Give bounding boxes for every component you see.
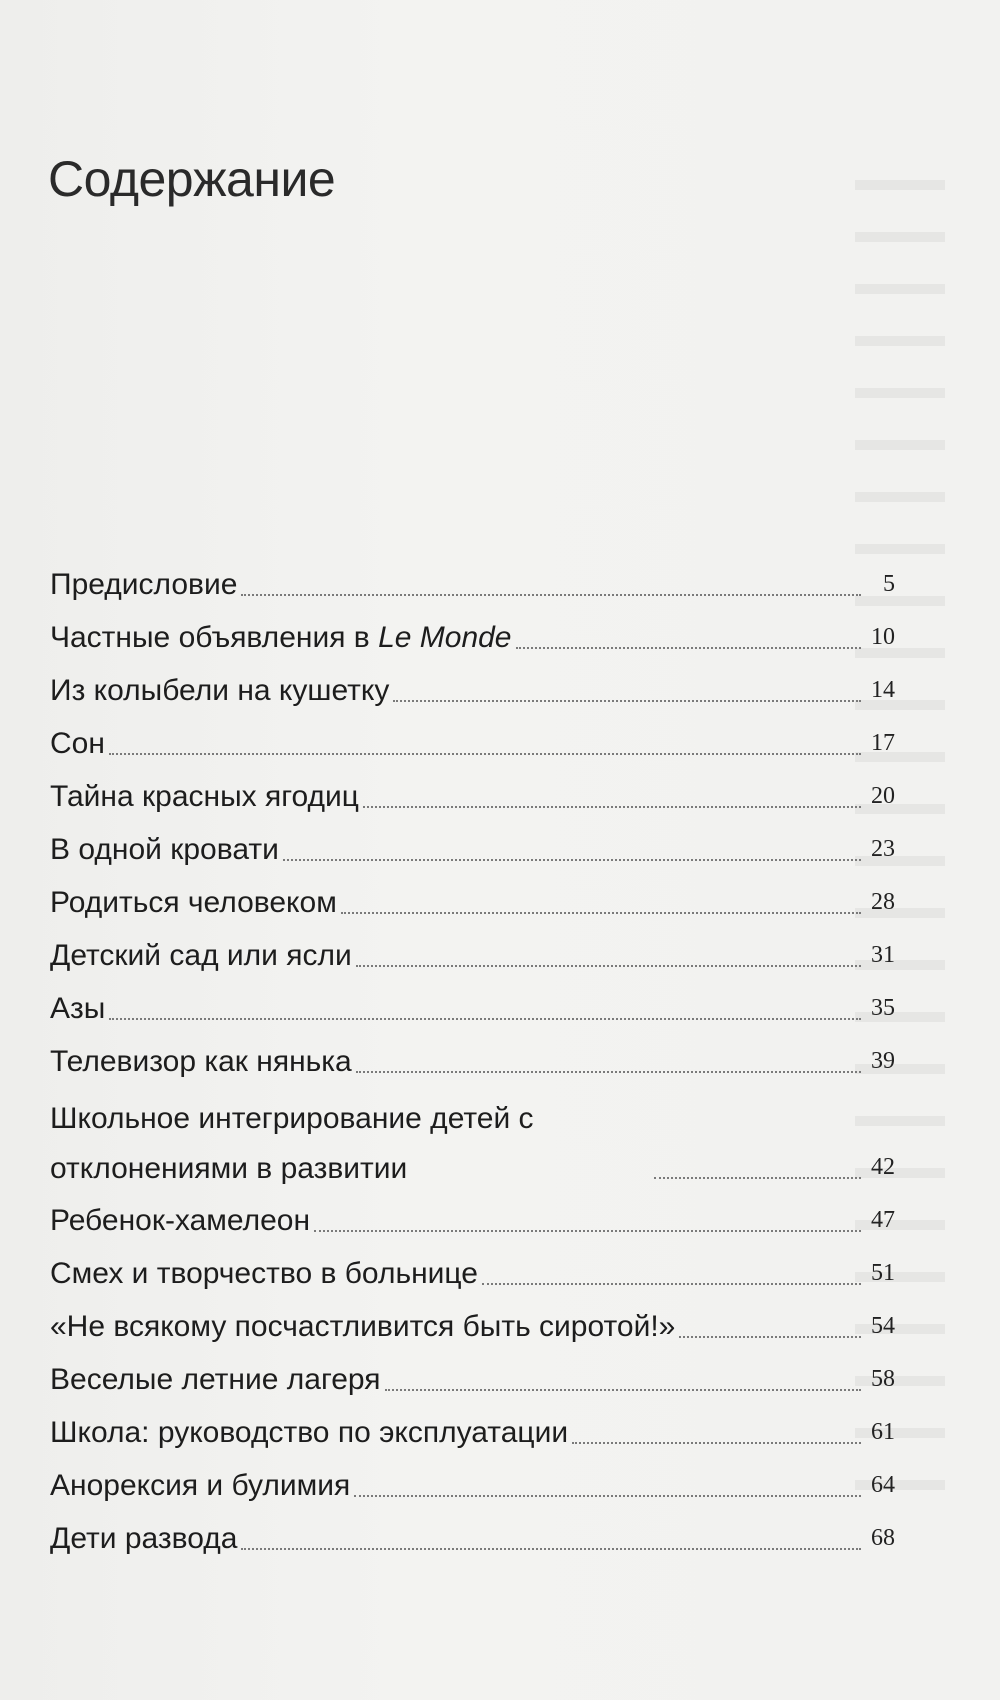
toc-entry-page: 64	[871, 1472, 895, 1498]
toc-entry	[50, 558, 895, 611]
toc-entry	[50, 982, 895, 1035]
toc-entry-title: Дети развода	[50, 1522, 238, 1555]
toc-entry-title: Ребенок-хамелеон	[50, 1204, 311, 1237]
toc-leader-dots	[363, 805, 861, 808]
toc-entry-title: Анорексия и булимия	[50, 1469, 351, 1502]
toc-entry-title-italic: Le Monde	[378, 621, 512, 654]
toc-entry-page: 17	[871, 730, 895, 756]
toc-entry-title: Азы	[50, 992, 106, 1025]
toc-entry-page: 39	[871, 1048, 895, 1074]
toc-entry-title: «Не всякому посчастливится быть сиротой!»	[50, 1310, 676, 1343]
toc-leader-dots	[385, 1388, 862, 1391]
toc-leader-dots	[482, 1282, 861, 1285]
toc-entry-title: Детский сад или ясли	[50, 939, 352, 972]
toc-leader-dots	[572, 1441, 861, 1444]
toc-entry-page: 14	[871, 677, 895, 703]
toc-entry	[50, 1406, 895, 1459]
toc-entry-title: Родиться человеком	[50, 886, 337, 919]
toc-entry-page: 28	[871, 889, 895, 915]
toc-entry	[50, 1194, 895, 1247]
toc-leader-dots	[516, 646, 862, 649]
toc-leader-dots	[283, 858, 861, 861]
toc-entry	[50, 1300, 895, 1353]
toc-entry	[50, 1459, 895, 1512]
toc-entry-title: Смех и творчество в больнице	[50, 1257, 478, 1290]
toc-entry-title: Частные объявления в Le Monde	[50, 621, 512, 654]
toc-leader-dots	[356, 1070, 861, 1073]
toc-leader-dots	[654, 1176, 861, 1179]
toc-entry-title: Телевизор как нянька	[50, 1045, 352, 1078]
toc-entry-title: Предисловие	[50, 568, 238, 601]
toc-leader-dots	[314, 1229, 861, 1232]
toc-entry-page: 51	[871, 1260, 895, 1286]
toc-entry	[50, 1247, 895, 1300]
table-of-contents	[50, 558, 895, 1565]
toc-entry-page: 23	[871, 836, 895, 862]
toc-entry-title: Школьное интегрирование детей с отклонениями в развитии	[50, 1102, 534, 1185]
toc-entry-page: 20	[871, 783, 895, 809]
toc-leader-dots	[356, 964, 861, 967]
toc-entry-page: 10	[871, 624, 895, 650]
toc-entry-title: Тайна красных ягодиц	[50, 780, 359, 813]
toc-leader-dots	[241, 593, 861, 596]
toc-entry	[50, 1088, 895, 1194]
toc-leader-dots	[109, 1017, 861, 1020]
toc-leader-dots	[354, 1494, 861, 1497]
toc-entry	[50, 929, 895, 982]
toc-entry-title: Веселые летние лагеря	[50, 1363, 381, 1396]
toc-leader-dots	[679, 1335, 861, 1338]
toc-entry-page: 35	[871, 995, 895, 1021]
toc-entry	[50, 876, 895, 929]
toc-entry-title: Из колыбели на кушетку	[50, 674, 390, 707]
toc-entry	[50, 1353, 895, 1406]
toc-entry	[50, 1035, 895, 1088]
toc-entry-page: 47	[871, 1207, 895, 1233]
toc-leader-dots	[241, 1547, 861, 1550]
toc-entry-title: Школа: руководство по эксплуатации	[50, 1416, 569, 1449]
page-title: Содержание	[48, 151, 336, 207]
toc-entry-page: 5	[883, 571, 895, 597]
toc-entry	[50, 1512, 895, 1565]
toc-entry	[50, 823, 895, 876]
toc-entry	[50, 611, 895, 664]
toc-entry-page: 58	[871, 1366, 895, 1392]
toc-leader-dots	[393, 699, 861, 702]
toc-entry-page: 54	[871, 1313, 895, 1339]
toc-entry	[50, 717, 895, 770]
toc-entry-page: 31	[871, 942, 895, 968]
toc-entry-page: 68	[871, 1525, 895, 1551]
toc-entry-page: 42	[871, 1154, 895, 1180]
toc-entry-title: Сон	[50, 727, 105, 760]
toc-leader-dots	[341, 911, 861, 914]
toc-entry-page: 61	[871, 1419, 895, 1445]
toc-entry-title: В одной кровати	[50, 833, 279, 866]
toc-leader-dots	[109, 752, 861, 755]
toc-entry	[50, 664, 895, 717]
toc-entry	[50, 770, 895, 823]
